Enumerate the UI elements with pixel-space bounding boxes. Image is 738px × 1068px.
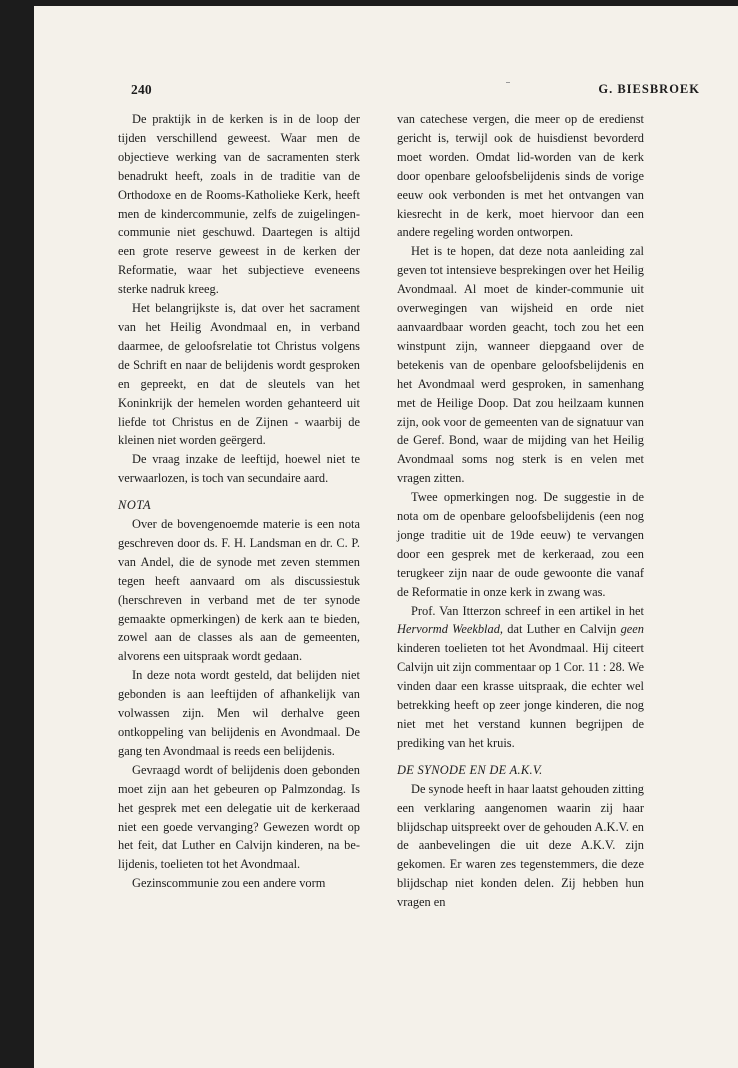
paragraph: Het belangrijkste is, dat over het sacrament van het Heilig Avondmaal en, in verband daarmee, de geloofsrelatie tot Christus volgens de Schrift en naar de belijdenis wordt gesproken en gepreekt, en dat de sleutels van het Koninkrijk der hemelen worden gehanteerd uit liefde tot Christus en de Zijnen - waarbij de kleinen niet worden geërgerd. bbox=[118, 301, 360, 448]
text-run: dat Luther en Calvijn bbox=[503, 622, 621, 637]
left-column bbox=[118, 110, 360, 893]
section-heading-synode: DE SYNODE EN DE A.K.V. bbox=[397, 762, 543, 777]
running-head-author: G. BIESBROEK bbox=[598, 82, 700, 96]
paragraph: Het is te hopen, dat deze nota aanleiding zal geven tot intensieve besprekingen over het Heilig Avondmaal. Al moet de kinder-communie uit overwegingen van wijsheid en orde niet aanvaardbaar worden geacht, toch zou het een winstpunt zijn, wanneer diepgaand over de betekenis van de openbare geloofsbelijdenis en het Avondmaal werd gesproken, in samenhang met de Heilige Doop. Dat zou heilzaam kunnen zijn, ook voor de gemeenten van de signatuur van de Geref. Bond, waar de mijding van het Heilig Avondmaal soms nog sterk is en velen met vragen zitten. bbox=[397, 244, 644, 486]
right-column bbox=[397, 110, 644, 912]
scan-speck bbox=[506, 82, 510, 83]
text-run: kinderen toelieten tot het Avondmaal. Hij citeert Calvijn uit zijn commentaar op 1 Cor. 11 : 28. We vinden daar een krasse uitspraak, die echter wel betrekking heeft op zeer jonge kinderen, die nog niet met het verstand kunnen begrijpen de prediking van het kruis. bbox=[397, 641, 644, 750]
paragraph: Gevraagd wordt of belijdenis doen gebonden moet zijn aan het gebeuren op Palmzondag. Is het gesprek met een delegatie uit de kerkeraad niet een goede vervanging? Gewezen wordt op het feit, dat Luther en Calvijn kinderen, na belijdenis, toelieten tot het Avondmaal. bbox=[118, 762, 360, 872]
paragraph: De vraag inzake de leeftijd, hoewel niet te verwaarlozen, is toch van secundaire aard. bbox=[118, 452, 360, 486]
page-number: 240 bbox=[131, 82, 152, 97]
paragraph: De praktijk in de kerken is in de loop der tijden verschillend geweest. Waar men de objectieve werking van de sacramenten sterk benadrukt heeft, zoals in de traditie van de Orthodoxe en de Rooms-Katholieke Kerk, heeft men de kindercommunie, zelfs de zuigelingen-communie niet geschuwd. Daartegen is altijd een grote reserve geweest in de kerken der Reformatie, waar het subjectieve eveneens sterke nadruk kreeg. bbox=[118, 112, 360, 297]
section-heading-nota: NOTA bbox=[118, 498, 152, 513]
journal-title: Hervormd Weekblad, bbox=[397, 622, 503, 637]
emphasis: geen bbox=[620, 622, 644, 637]
paragraph: van catechese vergen, die meer op de eredienst gericht is, terwijl ook de huisdienst bevorderd moet worden. Omdat lid-worden van de kerk door openbare geloofsbelijdenis sinds de vorige eeuw ook verbonden is met het ontvangen van kiesrecht in de kerk, moet hiervoor dan een andere regeling worden ontworpen. bbox=[397, 112, 644, 240]
paragraph: De synode heeft in haar laatst gehouden zitting een verklaring aangenomen waarin zij haar blijdschap uitspreekt over de gehouden A.K.V. en de aanbevelingen die uit deze A.K.V. zijn gekomen. Er waren zes tegenstemmers, die deze blijdschap niet konden delen. Zij hebben hun vragen en bbox=[397, 781, 644, 910]
paragraph: Over de bovengenoemde materie is een nota geschreven door ds. F. H. Landsman en dr. C. P. van Andel, die de synode met zeven stemmen tegen heeft aanvaard om als discussiestuk (herschreven in verband met de ter synode gemaakte opmerkingen) de kerk aan te bieden, zowel aan de classes als aan de gemeenten, alvorens een uitspraak wordt gedaan. bbox=[118, 517, 360, 664]
page-header bbox=[34, 82, 738, 102]
paragraph bbox=[397, 602, 644, 753]
text-run: Prof. Van Itterzon schreef in een artikel in het bbox=[411, 603, 644, 618]
paragraph: In deze nota wordt gesteld, dat belijden niet gebonden is aan leeftijden of afhankelijk van volwassen zijn. Men wil derhalve geen ontkoppeling van belijdenis en Avondmaal. De gang ten Avondmaal is reeds een belijdenis. bbox=[118, 668, 360, 758]
paragraph: Twee opmerkingen nog. De suggestie in de nota om de openbare geloofsbelijdenis (een nog jonge traditie uit de 19de eeuw) te vervangen door een gesprek met de kerkeraad, zou een terugkeer zijn naar de oude gewoonte die vanaf de Reformatie in onze kerk in zwang was. bbox=[397, 490, 644, 599]
journal-page bbox=[34, 6, 738, 1068]
paragraph: Gezinscommunie zou een andere vorm bbox=[132, 876, 326, 891]
